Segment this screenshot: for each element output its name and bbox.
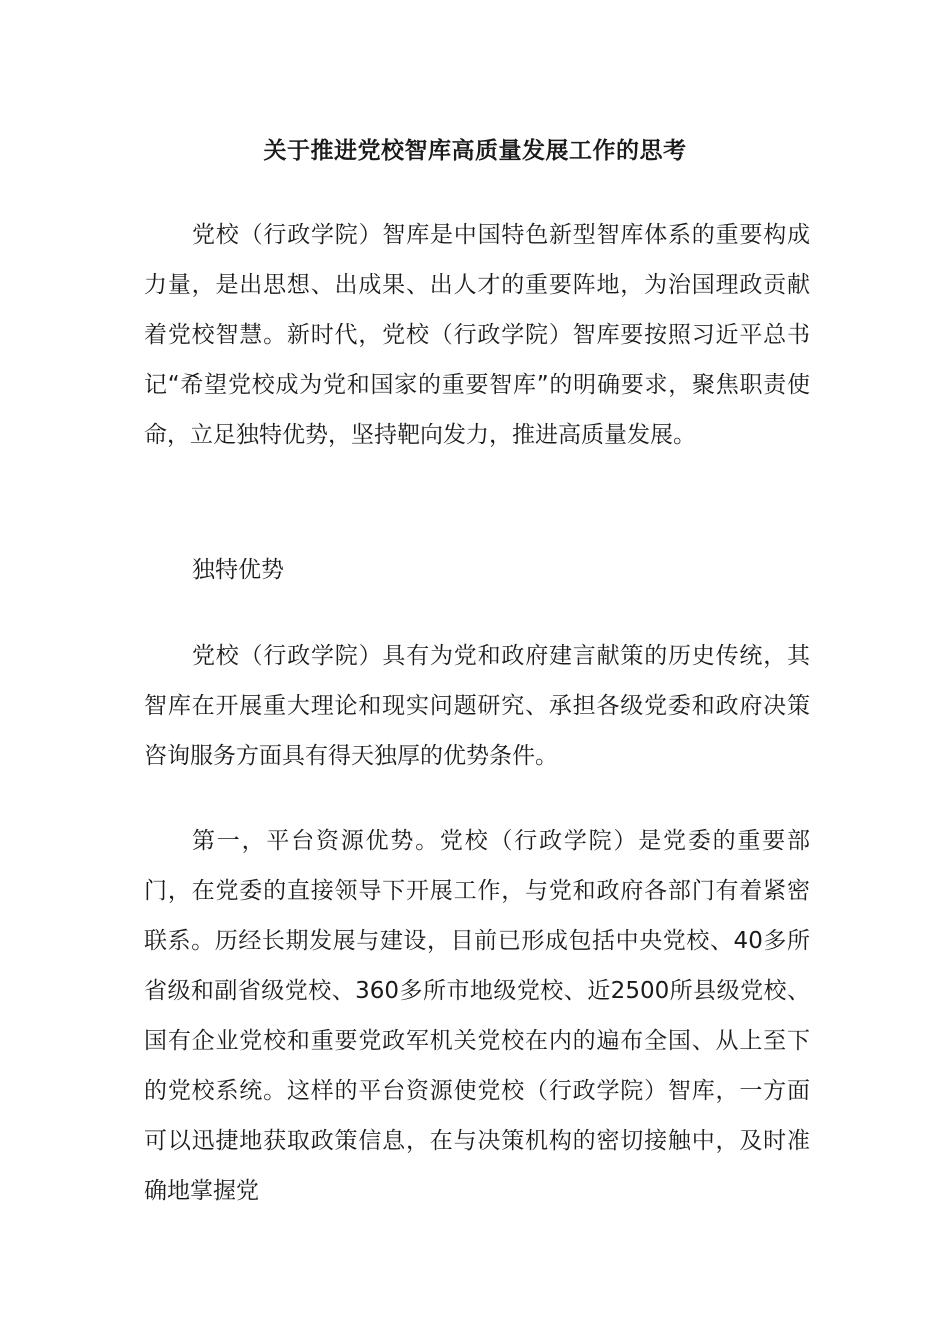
document-title: 关于推进党校智库高质量发展工作的思考 — [263, 138, 687, 164]
platform-advantage-paragraph: 第一，平台资源优势。党校（行政学院）是党委的重要部门，在党委的直接领导下开展工作，与党和政府各部门有着紧密联系。历经长期发展与建设，目前已形成包括中央党校、40多所省级和副省级党校、360多所市地级党校、近2500所县级党校、国有企业党校和重要党政军机关党校在内的遍布全国、从上至下的党校系统。这样的平台资源使党校（行政学院）智库，一方面可以迅捷地获取政策信息，在与决策机构的密切接触中，及时准确地掌握党 — [144, 828, 810, 1204]
intro-paragraph: 党校（行政学院）智库是中国特色新型智库体系的重要构成力量，是出思想、出成果、出人才的重要阵地，为治国理政贡献着党校智慧。新时代，党校（行政学院）智库要按照习近平总书记“希望党校成为党和国家的重要智库”的明确要求，聚焦职责使命，立足独特优势，坚持靶向发力，推进高质量发展。 — [144, 222, 810, 448]
section-heading: 独特优势 — [192, 557, 284, 583]
advantage-paragraph: 党校（行政学院）具有为党和政府建言献策的历史传统，其智库在开展重大理论和现实问题研究、承担各级党委和政府决策咨询服务方面具有得天独厚的优势条件。 — [144, 643, 810, 769]
